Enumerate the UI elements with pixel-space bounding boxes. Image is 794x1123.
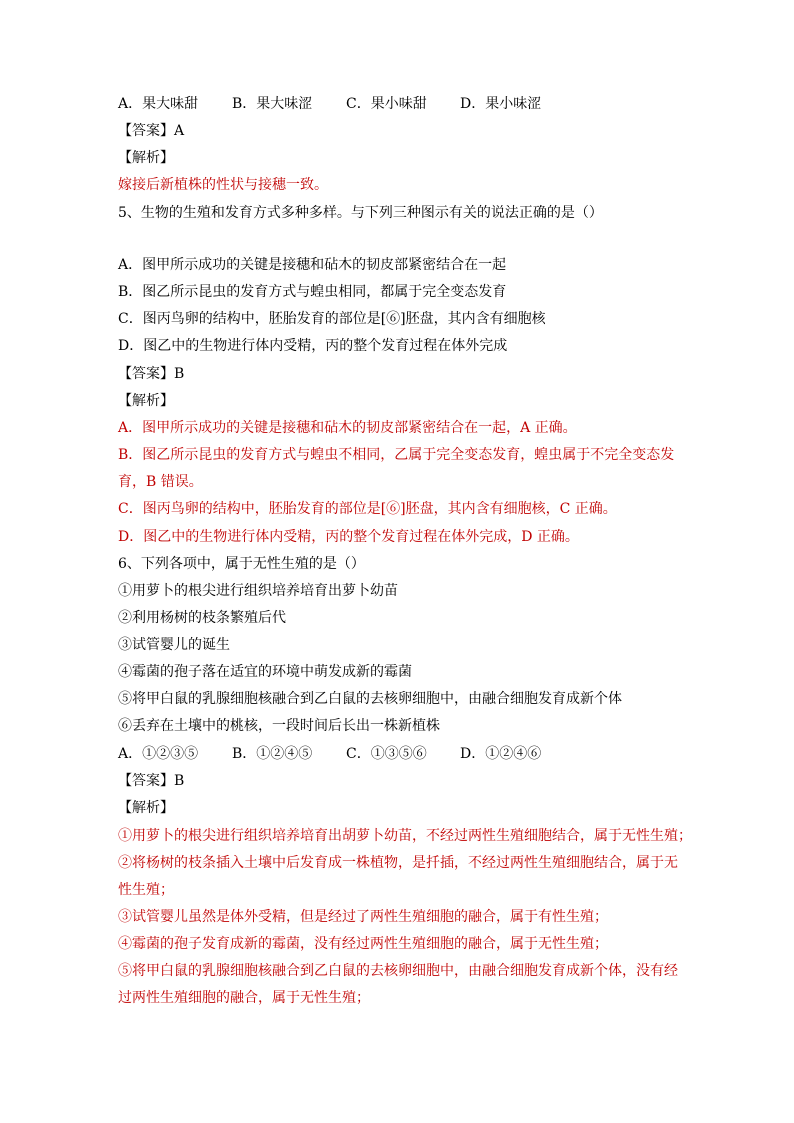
q5-analysis-line: B．图乙所示昆虫的发育方式与蝗虫不相同，乙属于完全变态发育，蝗虫属于不完全变态发	[118, 447, 675, 463]
q5-analysis-line: 育，B 错误。	[118, 474, 203, 490]
q6-item: ⑤将甲白鼠的乳腺细胞核融合到乙白鼠的去核卵细胞中，由融合细胞发育成新个体	[118, 691, 622, 707]
q6-answer: 【答案】B	[118, 773, 185, 789]
q5-option-c: C．图丙鸟卵的结构中，胚胎发育的部位是[⑥]胚盘，其内含有细胞核	[118, 311, 546, 327]
q6-analysis-line: ⑤将甲白鼠的乳腺细胞核融合到乙白鼠的去核卵细胞中，由融合细胞发育成新个体，没有经	[118, 963, 678, 979]
q5-analysis-label: 【解析】	[118, 393, 174, 409]
q5-option-a: A．图甲所示成功的关键是接穗和砧木的韧皮部紧密结合在一起	[118, 257, 507, 273]
q4-option-b: B．果大味涩	[232, 96, 313, 112]
q5-answer: 【答案】B	[118, 366, 185, 382]
q5-analysis-line: D．图乙中的生物进行体内受精，丙的整个发育过程在体外完成，D 正确。	[118, 529, 579, 545]
q6-analysis-line: ③试管婴儿虽然是体外受精，但是经过了两性生殖细胞的融合，属于有性生殖；	[118, 909, 608, 925]
q6-item: ③试管婴儿的诞生	[118, 637, 230, 653]
q4-analysis-line: 嫁接后新植株的性状与接穗一致。	[118, 177, 328, 193]
q6-analysis-line: 过两性生殖细胞的融合，属于无性生殖；	[118, 990, 370, 1006]
q6-option-b: B．①②④⑤	[232, 746, 313, 762]
q6-analysis-line: ①用萝卜的根尖进行组织培养培育出胡萝卜幼苗，不经过两性生殖细胞结合，属于无性生殖；	[118, 828, 692, 844]
q6-analysis-line: ②将杨树的枝条插入土壤中后发育成一株植物，是扦插，不经过两性生殖细胞结合，属于无	[118, 855, 678, 871]
q4-options	[118, 94, 541, 114]
q6-item: ⑥丢弃在土壤中的桃核，一段时间后长出一株新植株	[118, 718, 440, 734]
q6-item: ②利用杨树的枝条繁殖后代	[118, 610, 286, 626]
q6-question: 6、下列各项中，属于无性生殖的是（）	[118, 556, 365, 572]
q4-option-a: A．果大味甜	[118, 96, 199, 112]
q6-option-a: A．①②③⑤	[118, 746, 199, 762]
q5-analysis-line: C．图丙鸟卵的结构中，胚胎发育的部位是[⑥]胚盘，其内含有细胞核，C 正确。	[118, 501, 617, 517]
q6-analysis-label: 【解析】	[118, 800, 174, 816]
q6-option-c: C．①③⑤⑥	[346, 746, 427, 762]
q6-option-d: D．①②④⑥	[460, 746, 542, 762]
q6-analysis-line: ④霉菌的孢子发育成新的霉菌，没有经过两性生殖细胞的融合，属于无性生殖；	[118, 936, 608, 952]
q6-options	[118, 744, 541, 764]
q4-option-c: C．果小味甜	[346, 96, 427, 112]
q6-analysis-line: 性生殖；	[118, 882, 174, 898]
q6-item: ①用萝卜的根尖进行组织培养培育出萝卜幼苗	[118, 583, 398, 599]
q4-answer: 【答案】A	[118, 123, 185, 139]
q5-option-d: D．图乙中的生物进行体内受精，丙的整个发育过程在体外完成	[118, 338, 508, 354]
q5-question: 5、生物的生殖和发育方式多种多样。与下列三种图示有关的说法正确的是（）	[118, 205, 603, 221]
q4-option-d: D．果小味涩	[460, 96, 542, 112]
q5-analysis-line: A．图甲所示成功的关键是接穗和砧木的韧皮部紧密结合在一起，A 正确。	[118, 420, 577, 436]
q5-option-b: B．图乙所示昆虫的发育方式与蝗虫相同，都属于完全变态发育	[118, 284, 507, 300]
q6-item: ④霉菌的孢子落在适宜的环境中萌发成新的霉菌	[118, 664, 412, 680]
q4-analysis-label: 【解析】	[118, 150, 174, 166]
